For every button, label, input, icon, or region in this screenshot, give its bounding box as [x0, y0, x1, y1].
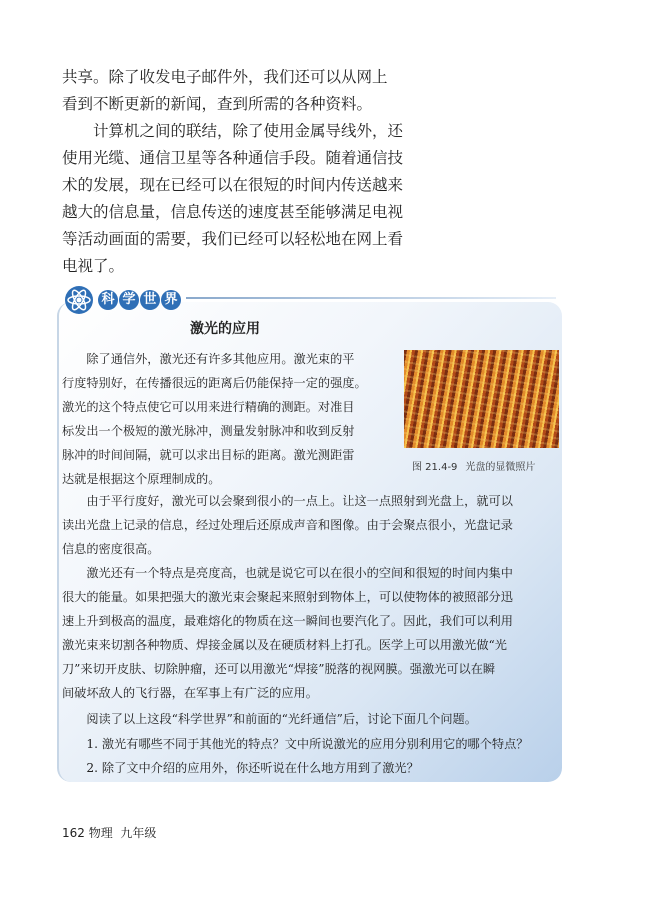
text-line: 术的发展，现在已经可以在很短的时间内传送越来 — [62, 176, 404, 194]
banner-char: 科 — [98, 290, 118, 310]
banner-title — [98, 290, 181, 310]
page-footer — [62, 824, 156, 841]
text-line: 共享。除了收发电子邮件外，我们还可以从网上 — [62, 68, 388, 86]
page-number: 162 — [62, 826, 85, 840]
text-line: 电视了。 — [62, 257, 125, 275]
section-text-line: 激光还有一个特点是亮度高，也就是说它可以在很小的空间和很短的时间内集中 — [62, 566, 513, 580]
section-text-line: 阅读了以上这段“科学世界”和前面的“光纤通信”后，讨论下面几个问题。 — [62, 712, 477, 726]
text-line: 等活动画面的需要，我们已经可以轻松地在网上看 — [62, 230, 404, 248]
banner-char: 世 — [140, 290, 160, 310]
atom-icon — [60, 285, 98, 315]
figure-caption-text: 光盘的显微照片 — [465, 462, 536, 473]
section-text-line: 激光束来切割各种物质、焊接金属以及在硬质材料上打孔。医学上可以用激光做“光 — [62, 638, 507, 652]
section-text-line: 脉冲的时间间隔，就可以求出目标的距离。激光测距雷 — [62, 448, 355, 462]
section-text-line: 行度特别好，在传播很远的距离后仍能保持一定的强度。 — [62, 376, 367, 390]
banner-char: 界 — [161, 290, 181, 310]
text-line: 使用光缆、通信卫星等各种通信手段。随着通信技 — [62, 149, 404, 167]
section-text-line: 刀”来切开皮肤、切除肿瘤，还可以用激光“焊接”脱落的视网膜。强激光可以在瞬 — [62, 662, 496, 676]
section-title: 激光的应用 — [190, 321, 260, 337]
section-text-line: 激光的这个特点使它可以用来进行精确的测距。对准目 — [62, 400, 355, 414]
subject: 物理 — [88, 826, 113, 840]
section-text-line: 信息的密度很高。 — [62, 542, 160, 556]
banner-char: 学 — [119, 290, 139, 310]
science-world-banner — [60, 286, 181, 314]
section-text-line: 标发出一个极短的激光脉冲，测量发射脉冲和收到反射 — [62, 424, 355, 438]
grade: 九年级 — [120, 826, 157, 840]
body-text — [62, 64, 402, 280]
figure-caption — [412, 458, 535, 473]
section-text-line: 2. 除了文中介绍的应用外，你还听说在什么地方用到了激光？ — [62, 761, 419, 775]
banner-rule — [186, 297, 556, 299]
section-text-line: 速上升到极高的温度，最难熔化的物质在这一瞬间也要汽化了。因此，我们可以利用 — [62, 614, 513, 628]
figure-number: 图 21.4-9 — [412, 462, 458, 473]
section-text-line: 很大的能量。如果把强大的激光束会聚起来照射到物体上，可以使物体的被照部分迅 — [62, 590, 513, 604]
section-text-line: 除了通信外，激光还有许多其他应用。激光束的平 — [62, 352, 355, 366]
section-text-line: 读出光盘上记录的信息，经过处理后还原成声音和图像。由于会聚点很小，光盘记录 — [62, 518, 513, 532]
section-text-line: 1. 激光有哪些不同于其他光的特点？文中所说激光的应用分别利用它的哪个特点？ — [62, 737, 529, 751]
section-text-line: 由于平行度好，激光可以会聚到很小的一点上。让这一点照射到光盘上，就可以 — [62, 494, 513, 508]
section-text-line: 达就是根据这个原理制成的。 — [62, 472, 221, 486]
text-line: 看到不断更新的新闻，查到所需的各种资料。 — [62, 95, 373, 113]
cd-micrograph-image — [404, 350, 559, 448]
text-line: 计算机之间的联结，除了使用金属导线外，还 — [62, 122, 404, 140]
section-text-line: 间破坏敌人的飞行器，在军事上有广泛的应用。 — [62, 686, 318, 700]
text-line: 越大的信息量，信息传送的速度甚至能够满足电视 — [62, 203, 404, 221]
